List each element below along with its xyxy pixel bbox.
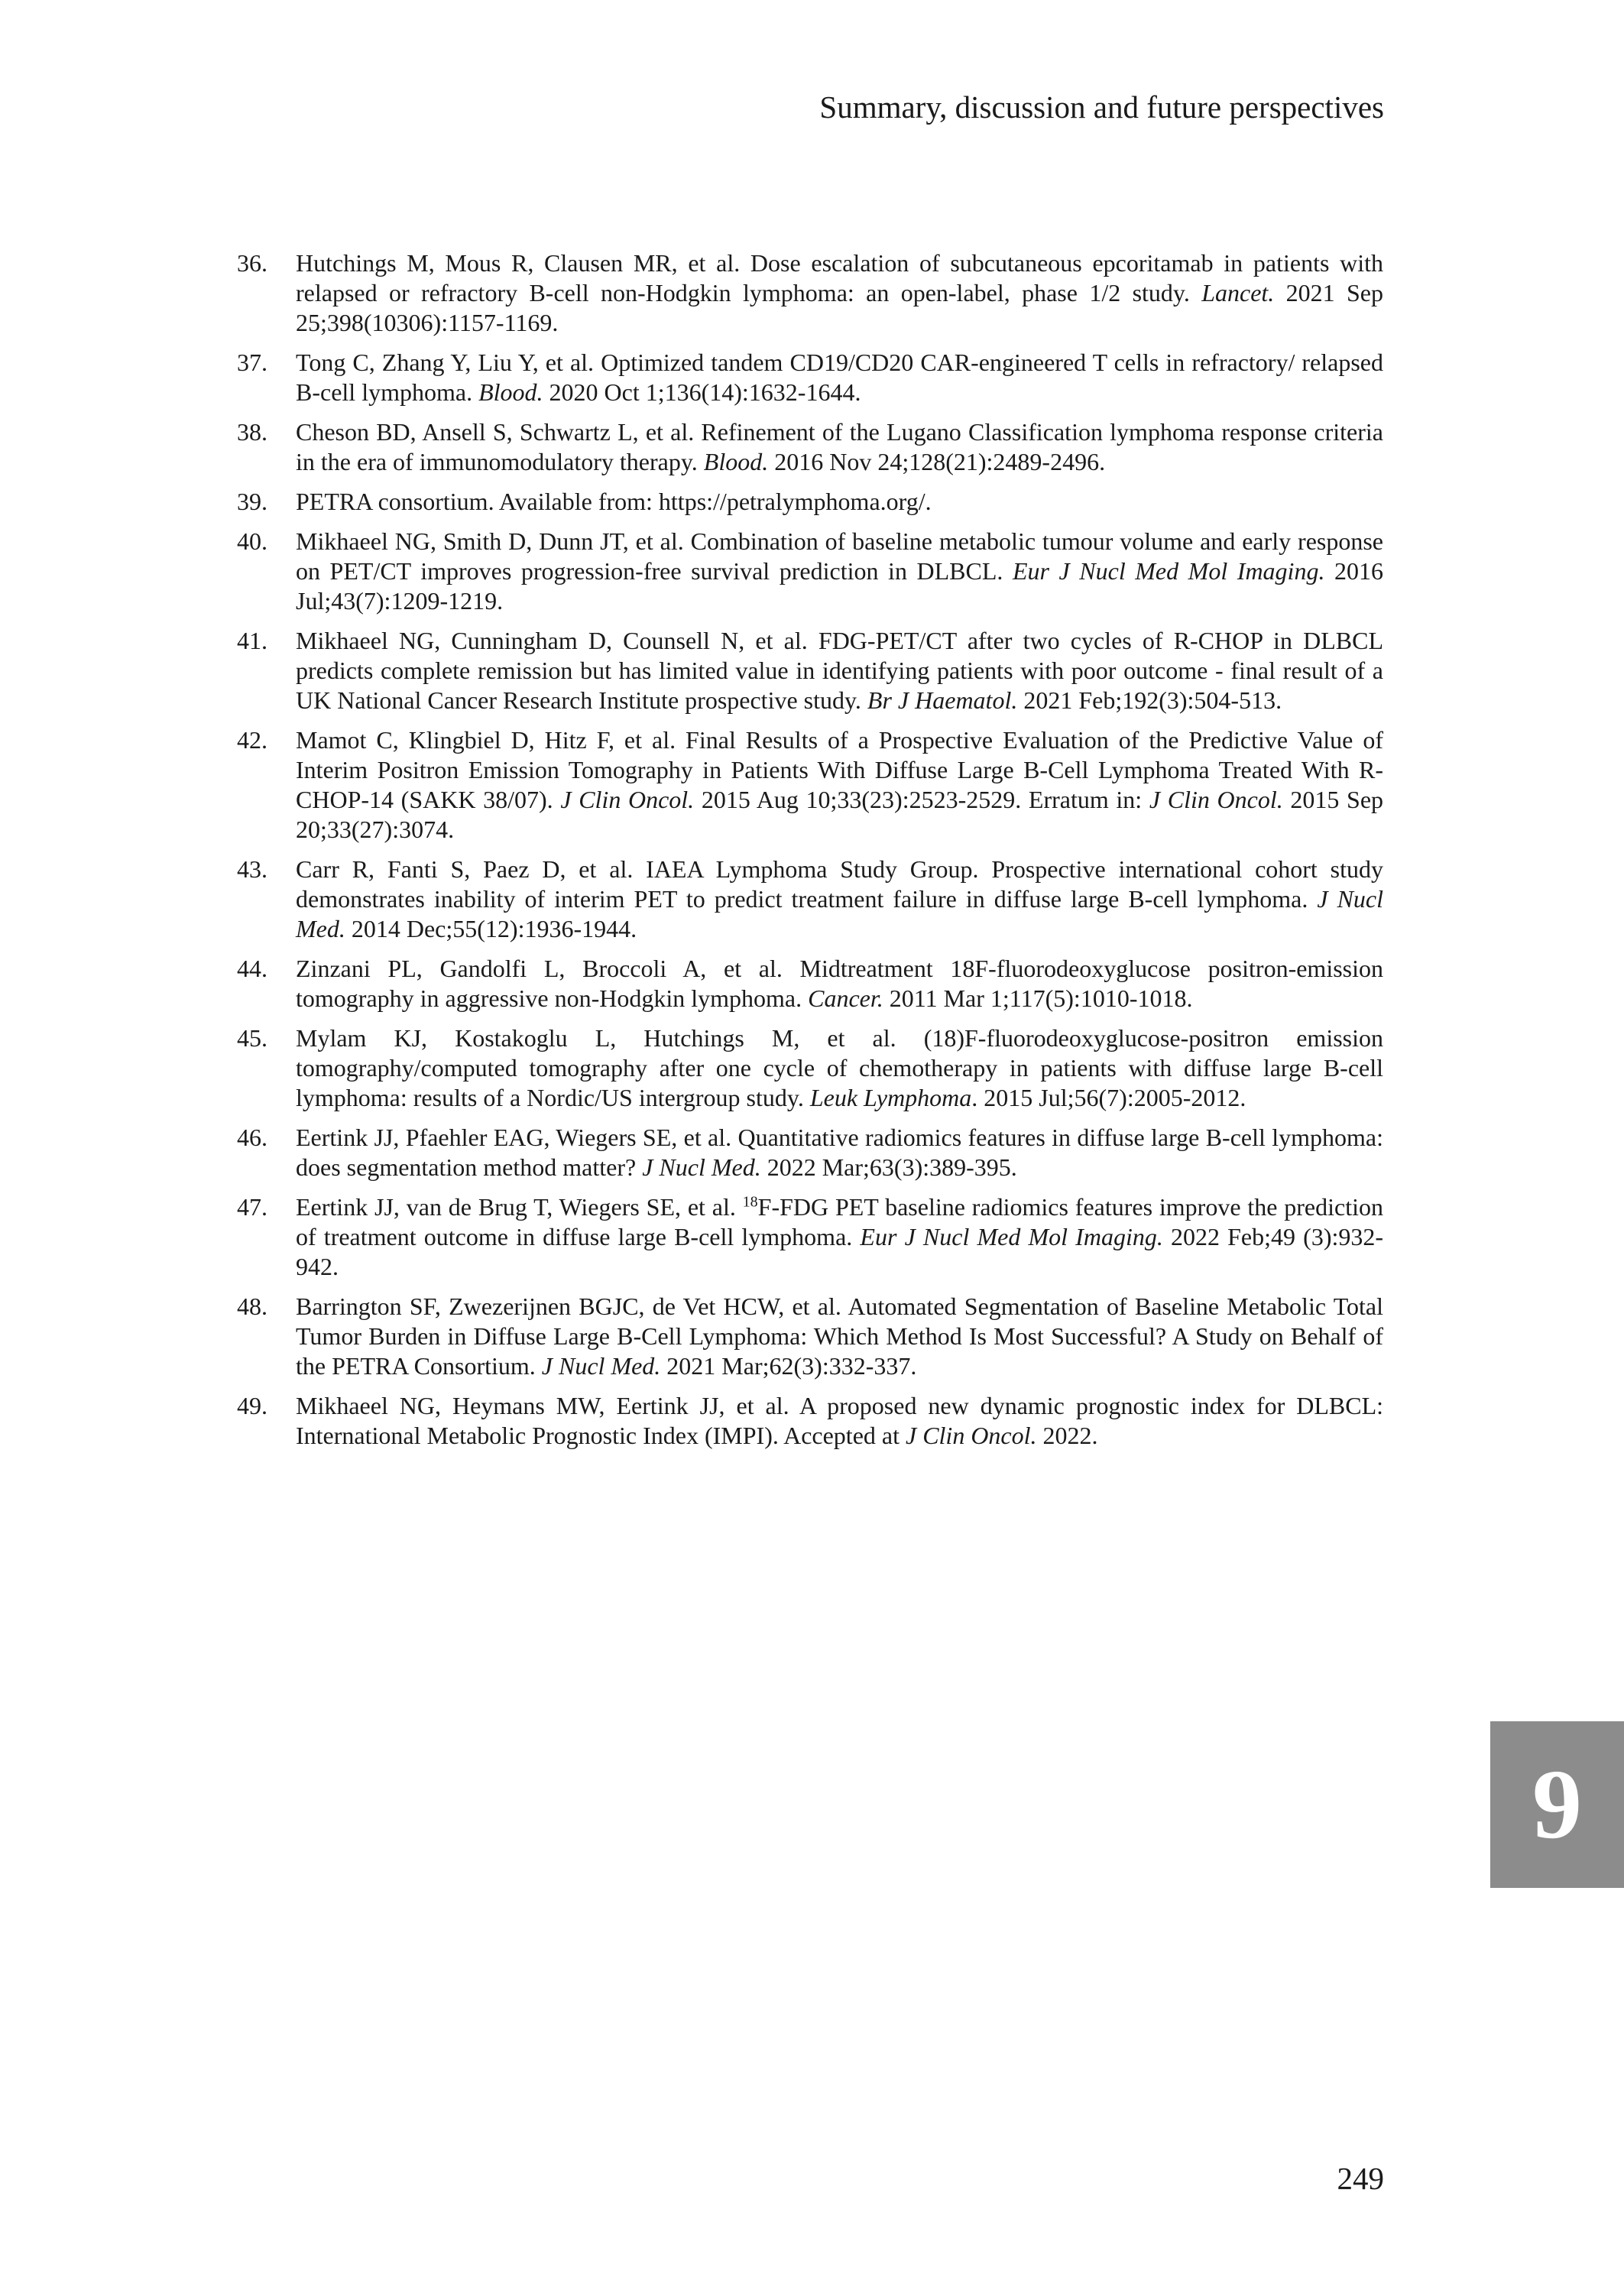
- reference-text: [296, 1391, 1383, 1451]
- reference-item: [237, 954, 1383, 1014]
- reference-segment: 2015 Aug 10;33(23):2523-2529. Erratum in:: [694, 786, 1149, 813]
- journal-name: Blood.: [478, 378, 543, 406]
- reference-segment: 2020 Oct 1;136(14):1632-1644.: [543, 378, 861, 406]
- journal-name: J Nucl Med.: [296, 885, 1384, 942]
- reference-number: 37.: [237, 349, 267, 376]
- reference-number: 44.: [237, 955, 267, 982]
- reference-segment: Carr R, Fanti S, Paez D, et al. IAEA Lymphoma Study Group. Prospective international cohort study demonstrates inability of interim PET to predict treatment failure in diffuse large B-cell lymphoma.: [296, 855, 1383, 913]
- reference-text: [296, 1192, 1383, 1282]
- reference-segment: Tong C, Zhang Y, Liu Y, et al. Optimized tandem CD19/CD20 CAR-engineered T cells in refractory/ relapsed B-cell lymphoma.: [296, 349, 1383, 406]
- reference-segment: Mikhaeel NG, Heymans MW, Eertink JJ, et al. A proposed new dynamic prognostic index for DLBCL: International Metabolic Prognostic Index (IMPI). Accepted at: [296, 1392, 1383, 1449]
- page-number: 249: [1337, 2161, 1384, 2196]
- reference-segment: Mylam KJ, Kostakoglu L, Hutchings M, et al. (18)F-fluorodeoxyglucose-positron emission tomography/computed tomography after one cycle of chemotherapy in patients with diffuse large B-cell lymphoma: results of a Nordic/US intergroup study.: [296, 1024, 1383, 1111]
- running-head: Summary, discussion and future perspectives: [819, 89, 1384, 125]
- reference-segment: 2021 Feb;192(3):504-513.: [1017, 686, 1282, 714]
- reference-segment: 2014 Dec;55(12):1936-1944.: [345, 915, 637, 942]
- reference-segment: Mikhaeel NG, Cunningham D, Counsell N, et al. FDG-PET/CT after two cycles of R-CHOP in DLBCL predicts complete remission but has limited value in identifying patients with poor outcome - final result of a UK National Cancer Research Institute prospective study.: [296, 627, 1383, 714]
- reference-segment: Eertink JJ, van de Brug T, Wiegers SE, et al.: [296, 1193, 743, 1221]
- reference-number: 46.: [237, 1124, 267, 1151]
- reference-text: [296, 626, 1383, 715]
- reference-text: [296, 248, 1383, 338]
- journal-name: Lancet.: [1201, 279, 1275, 306]
- reference-number: 38.: [237, 418, 267, 446]
- journal-name: Br J Haematol.: [867, 686, 1018, 714]
- reference-item: [237, 725, 1383, 845]
- reference-text: [296, 1023, 1383, 1113]
- journal-name: Blood.: [703, 448, 769, 475]
- journal-name: J Clin Oncol.: [905, 1422, 1037, 1449]
- reference-number: 39.: [237, 488, 267, 515]
- journal-name: Eur J Nucl Med Mol Imaging.: [1012, 557, 1325, 585]
- reference-text: [296, 417, 1383, 477]
- reference-segment: 2016 Jul;43(7):1209-1219.: [296, 557, 1384, 615]
- reference-segment: Mikhaeel NG, Smith D, Dunn JT, et al. Combination of baseline metabolic tumour volume and early response on PET/CT improves progression-free survival prediction in DLBCL.: [296, 527, 1383, 585]
- reference-segment: 2016 Nov 24;128(21):2489-2496.: [768, 448, 1106, 475]
- reference-segment: . 2015 Jul;56(7):2005-2012.: [971, 1084, 1246, 1111]
- reference-number: 43.: [237, 855, 267, 883]
- journal-name: J Nucl Med.: [541, 1352, 661, 1380]
- reference-number: 41.: [237, 627, 267, 654]
- reference-number: 47.: [237, 1193, 267, 1221]
- reference-item: [237, 417, 1383, 477]
- reference-segment: Zinzani PL, Gandolfi L, Broccoli A, et al. Midtreatment 18F-fluorodeoxyglucose positron-emission tomography in aggressive non-Hodgkin lymphoma.: [296, 955, 1383, 1012]
- reference-item: [237, 1292, 1383, 1381]
- reference-item: [237, 855, 1383, 944]
- reference-number: 45.: [237, 1024, 267, 1052]
- reference-segment: Hutchings M, Mous R, Clausen MR, et al. Dose escalation of subcutaneous epcoritamab in patients with relapsed or refractory B-cell non-Hodgkin lymphoma: an open-label, phase 1/2 study.: [296, 249, 1383, 306]
- reference-text: [296, 725, 1383, 845]
- reference-number: 42.: [237, 726, 267, 754]
- reference-segment: Cheson BD, Ansell S, Schwartz L, et al. Refinement of the Lugano Classification lymphoma response criteria in the era of immunomodulatory therapy.: [296, 418, 1383, 475]
- reference-segment: F-FDG PET baseline radiomics features improve the prediction of treatment outcome in diffuse large B-cell lymphoma.: [296, 1193, 1383, 1250]
- reference-segment: 2011 Mar 1;117(5):1010-1018.: [883, 984, 1193, 1012]
- reference-item: [237, 1391, 1383, 1451]
- reference-item: [237, 487, 1383, 517]
- reference-item: [237, 348, 1383, 407]
- reference-item: [237, 527, 1383, 616]
- reference-segment: PETRA consortium. Available from: https://petralymphoma.org/.: [296, 488, 932, 515]
- reference-item: [237, 1123, 1383, 1182]
- reference-number: 48.: [237, 1292, 267, 1320]
- reference-item: [237, 248, 1383, 338]
- reference-item: [237, 1023, 1383, 1113]
- journal-name: J Clin Oncol.: [560, 786, 695, 813]
- reference-text: [296, 527, 1383, 616]
- reference-text: [296, 348, 1383, 407]
- reference-number: 49.: [237, 1392, 267, 1419]
- journal-name: Eur J Nucl Med Mol Imaging.: [860, 1223, 1163, 1250]
- reference-segment: 2021 Sep 25;398(10306):1157-1169.: [296, 279, 1384, 336]
- chapter-tab: [1490, 1721, 1624, 1888]
- reference-segment: 2021 Mar;62(3):332-337.: [660, 1352, 917, 1380]
- reference-segment: Mamot C, Klingbiel D, Hitz F, et al. Final Results of a Prospective Evaluation of the Predictive Value of Interim Positron Emission Tomography in Patients With Diffuse Large B-Cell Lymphoma Treated With R-CHOP-14 (SAKK 38/07).: [296, 726, 1383, 813]
- journal-name: J Nucl Med.: [642, 1153, 761, 1181]
- reference-text: [296, 1123, 1383, 1182]
- reference-list: [237, 248, 1383, 1461]
- reference-text: [296, 1292, 1383, 1381]
- journal-name: Cancer.: [808, 984, 883, 1012]
- chapter-number: 9: [1532, 1750, 1582, 1860]
- reference-item: [237, 626, 1383, 715]
- superscript: 18: [742, 1193, 758, 1211]
- reference-number: 36.: [237, 249, 267, 277]
- journal-name: J Clin Oncol.: [1149, 786, 1283, 813]
- reference-segment: 2022 Mar;63(3):389-395.: [760, 1153, 1017, 1181]
- reference-segment: 2022 Feb;49 (3):932-942.: [296, 1223, 1384, 1280]
- journal-name: Leuk Lymphoma: [809, 1084, 972, 1111]
- reference-item: [237, 1192, 1383, 1282]
- reference-segment: 2015 Sep 20;33(27):3074.: [296, 786, 1384, 843]
- reference-segment: 2022.: [1036, 1422, 1098, 1449]
- reference-segment: Barrington SF, Zwezerijnen BGJC, de Vet HCW, et al. Automated Segmentation of Baseline Metabolic Total Tumor Burden in Diffuse Large B-Cell Lymphoma: Which Method Is Most Successful? A Study on Behalf of the PETRA Consortium.: [296, 1292, 1383, 1380]
- reference-segment: Eertink JJ, Pfaehler EAG, Wiegers SE, et al. Quantitative radiomics features in diffuse large B-cell lymphoma: does segmentation method matter?: [296, 1124, 1383, 1181]
- reference-text: [296, 954, 1383, 1014]
- reference-text: [296, 855, 1383, 944]
- reference-text: [296, 487, 1383, 517]
- reference-number: 40.: [237, 527, 267, 555]
